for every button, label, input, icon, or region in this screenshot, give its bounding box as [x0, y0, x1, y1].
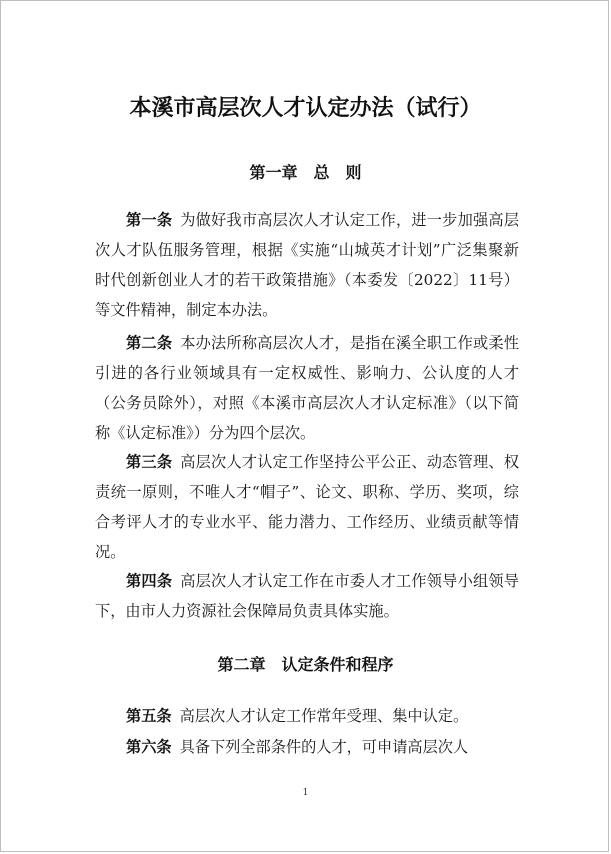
article-1 — [95, 205, 519, 325]
page-number: 1 — [302, 788, 309, 798]
article-label: 第四条 — [126, 572, 173, 590]
article-text: 为做好我市高层次人才认定工作，进一步加强高层次人才队伍服务管理，根据《实施“山城英才计划”广泛集聚新时代创新创业人才的若干政策措施》（本委发〔2022〕11号）等文件精神，制定本办法。 — [95, 211, 520, 319]
article-2 — [95, 328, 519, 448]
article-3 — [95, 447, 519, 567]
article-label: 第三条 — [126, 453, 173, 471]
article-text: 具备下列全部条件的人才，可申请高层次人 — [179, 738, 469, 756]
article-label: 第二条 — [126, 334, 173, 352]
article-label: 第六条 — [126, 738, 172, 756]
document-title: 本溪市高层次人才认定办法（试行） — [129, 95, 482, 121]
article-label: 第五条 — [126, 707, 172, 725]
article-text: 高层次人才认定工作常年受理、集中认定。 — [179, 707, 469, 725]
article-text: 本办法所称高层次人才，是指在溪全职工作或柔性引进的各行业领域具有一定权威性、影响力、公认度的人才（公务员除外），对照《本溪市高层次人才认定标准》（以下简称《认定标准》）分为四个层次。 — [95, 334, 520, 442]
chapter-heading-1: 第一章 总 则 — [249, 163, 362, 182]
article-text: 高层次人才认定工作在市委人才工作领导小组领导下，由市人力资源社会保障局负责具体实施。 — [95, 572, 520, 620]
chapter-heading-2: 第二章 认定条件和程序 — [217, 655, 394, 674]
article-label: 第一条 — [126, 211, 173, 229]
article-5 — [95, 701, 519, 731]
article-4 — [95, 566, 519, 626]
article-text: 高层次人才认定工作坚持公平公正、动态管理、权责统一原则，不唯人才“帽子”、论文、职称、学历、奖项，综合考评人才的专业水平、能力潜力、工作经历、业绩贡献等情况。 — [95, 453, 520, 561]
article-6 — [95, 732, 519, 762]
